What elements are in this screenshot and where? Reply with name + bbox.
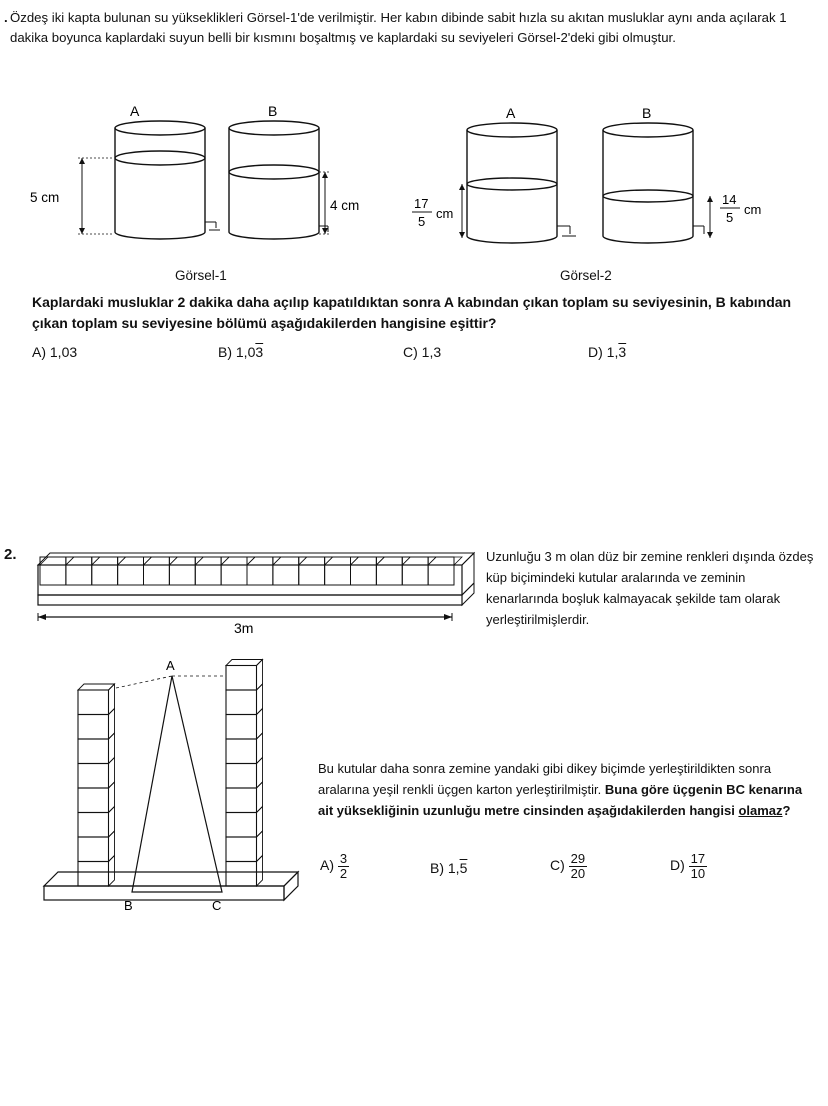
cube-top [325, 557, 359, 565]
fig2-frac-b-unit: cm [744, 202, 762, 217]
tower-cube [226, 715, 257, 740]
q2-option-d-label: D) [670, 857, 685, 874]
q2-option-c-fraction [569, 852, 587, 881]
question-1-text [4, 8, 815, 48]
cube-top [402, 557, 436, 565]
q1-option-b-int: 1,0 [235, 344, 256, 360]
cube-top [273, 557, 307, 565]
container-b-2 [603, 123, 713, 243]
cube-top [66, 557, 100, 565]
q2-option-b-label: B) [430, 860, 444, 876]
q2-option-d-den: 10 [690, 866, 706, 881]
q2-option-d-fraction [689, 852, 707, 881]
tower-cube [226, 764, 257, 789]
q2-option-b-repeat: 5 [459, 860, 468, 876]
q2-option-b[interactable] [430, 860, 467, 876]
cube-top [195, 557, 229, 565]
vertex-c: C [212, 898, 222, 913]
cube-top [351, 557, 385, 565]
tower-cube [226, 813, 257, 838]
figure-gorsel-2 [410, 100, 810, 250]
tower-cube [226, 862, 257, 887]
tower-cube [78, 837, 109, 862]
right-tower [226, 660, 263, 887]
q2-option-c-den: 20 [570, 866, 586, 881]
tower-cube [78, 862, 109, 887]
q2-option-c-label: C) [550, 857, 565, 874]
fig1-label-a: A [130, 103, 140, 119]
q2-option-a-den: 2 [339, 866, 348, 881]
container-b [229, 121, 329, 239]
tower-top [226, 660, 263, 666]
tower-cube [78, 690, 109, 715]
fig2-label-a: A [506, 105, 516, 121]
container-a-2 [459, 123, 576, 243]
q1-option-b[interactable] [218, 344, 263, 360]
cube-top [299, 557, 333, 565]
q1-option-b-label: B) [218, 344, 232, 360]
length-label: 3m [234, 620, 254, 635]
question-1-prompt: Kaplardaki musluklar 2 dakika daha açılıp kapatıldıktan sonra A kabından çıkan toplam su seviyesinin, B kabından çıkan toplam su seviyesine bölümü aşağıdakilerden hangisine eşittir? [32, 294, 792, 331]
q1-option-c-value: 1,3 [421, 344, 442, 360]
q1-option-d-label: D) [588, 344, 603, 360]
vertex-a: A [166, 658, 175, 673]
q1-option-c-label: C) [403, 344, 418, 360]
question-2-prompt: Buna göre üçgenin BC kenarına ait yüksekliğinin uzunluğu metre cinsinden aşağıdakilerden hangisi [318, 782, 803, 818]
q2-option-c[interactable] [550, 852, 587, 881]
q2-option-a[interactable] [320, 852, 349, 881]
fig1-label-b: B [268, 103, 278, 119]
figure-towers-triangle [40, 648, 305, 913]
fig2-frac-b-den: 5 [726, 210, 734, 225]
left-tower [78, 684, 115, 886]
green-triangle [132, 676, 222, 892]
q2-option-d-num: 17 [690, 851, 706, 866]
tower-cube [226, 788, 257, 813]
q2-option-d[interactable] [670, 852, 707, 881]
tower-cube [226, 666, 257, 691]
fig2-frac-b-num: 14 [722, 192, 737, 207]
fig1-height-a: 5 cm [30, 190, 60, 205]
question-2-mark: ? [782, 803, 791, 818]
q2-option-a-label: A) [320, 857, 334, 874]
fig2-frac-a-den: 5 [418, 214, 426, 229]
tower-cube [78, 715, 109, 740]
cube-top [221, 557, 255, 565]
tower-cube [78, 813, 109, 838]
fig2-label-b: B [642, 105, 652, 121]
fig2-frac-a-unit: cm [436, 206, 454, 221]
box-row [40, 557, 462, 585]
tower-cube [226, 739, 257, 764]
q2-option-c-num: 29 [570, 851, 586, 866]
question-2-statement: Bu kutular daha sonra zemine yandaki gibi dikey biçimde yerleştirildikten sonra aralarına yeşil renkli üçgen karton yerleştirilmiştir. [318, 761, 772, 797]
cube-top [376, 557, 410, 565]
q2-option-b-int: 1, [447, 860, 460, 876]
q1-option-c[interactable] [403, 344, 441, 360]
q1-option-b-repeat: 3 [255, 344, 264, 360]
tower-cube [78, 764, 109, 789]
tower-cube [78, 739, 109, 764]
question-1-stem: Özdeş iki kapta bulunan su yükseklikleri Görsel-1'de verilmiştir. Her kabın dibinde sabit hızla su akıtan musluklar aynı anda açılarak 1 dakika boyunca kaplardaki suyun belli bir kısmını boşaltmış ve kaplardaki su seviyeleri Görsel-2'deki gibi olmuştur. [10, 10, 787, 45]
caption-gorsel-1: Görsel-1 [175, 268, 227, 283]
cube-top [92, 557, 126, 565]
question-2-emphasis: olamaz [738, 803, 783, 818]
tower-top [78, 684, 115, 690]
tower-cube [78, 788, 109, 813]
cube-top [118, 557, 152, 565]
cube-top [247, 557, 281, 565]
fig1-height-b: 4 cm [330, 198, 360, 213]
q1-option-d-repeat: 3 [618, 344, 627, 360]
q1-option-d-int: 1, [606, 344, 619, 360]
q1-option-d[interactable] [588, 344, 626, 360]
q2-option-a-fraction [338, 852, 349, 881]
figure-gorsel-1 [30, 100, 375, 250]
q1-option-a-value: 1,03 [49, 344, 78, 360]
figure-boxes-row [30, 545, 475, 635]
q1-option-a[interactable] [32, 344, 77, 360]
vertex-b: B [124, 898, 133, 913]
container-a [78, 121, 220, 239]
question-2-text [318, 758, 813, 821]
question-2-number: 2. [4, 546, 17, 563]
cube-top [428, 557, 462, 565]
q1-option-a-label: A) [32, 344, 46, 360]
cube-top [169, 557, 203, 565]
tower-cube [226, 690, 257, 715]
tower-cube [226, 837, 257, 862]
q2-option-a-num: 3 [339, 851, 348, 866]
question-1-number: . [4, 10, 8, 25]
cube-top [144, 557, 178, 565]
question-2-intro: Uzunluğu 3 m olan düz bir zemine renkleri dışında özdeş küp biçimindeki kutular aralarında ve zeminin kenarlarında boşluk kalmayacak şekilde tam olarak yerleştirilmişlerdir. [486, 549, 814, 627]
caption-gorsel-2: Görsel-2 [560, 268, 612, 283]
fig2-frac-a-num: 17 [414, 196, 429, 211]
